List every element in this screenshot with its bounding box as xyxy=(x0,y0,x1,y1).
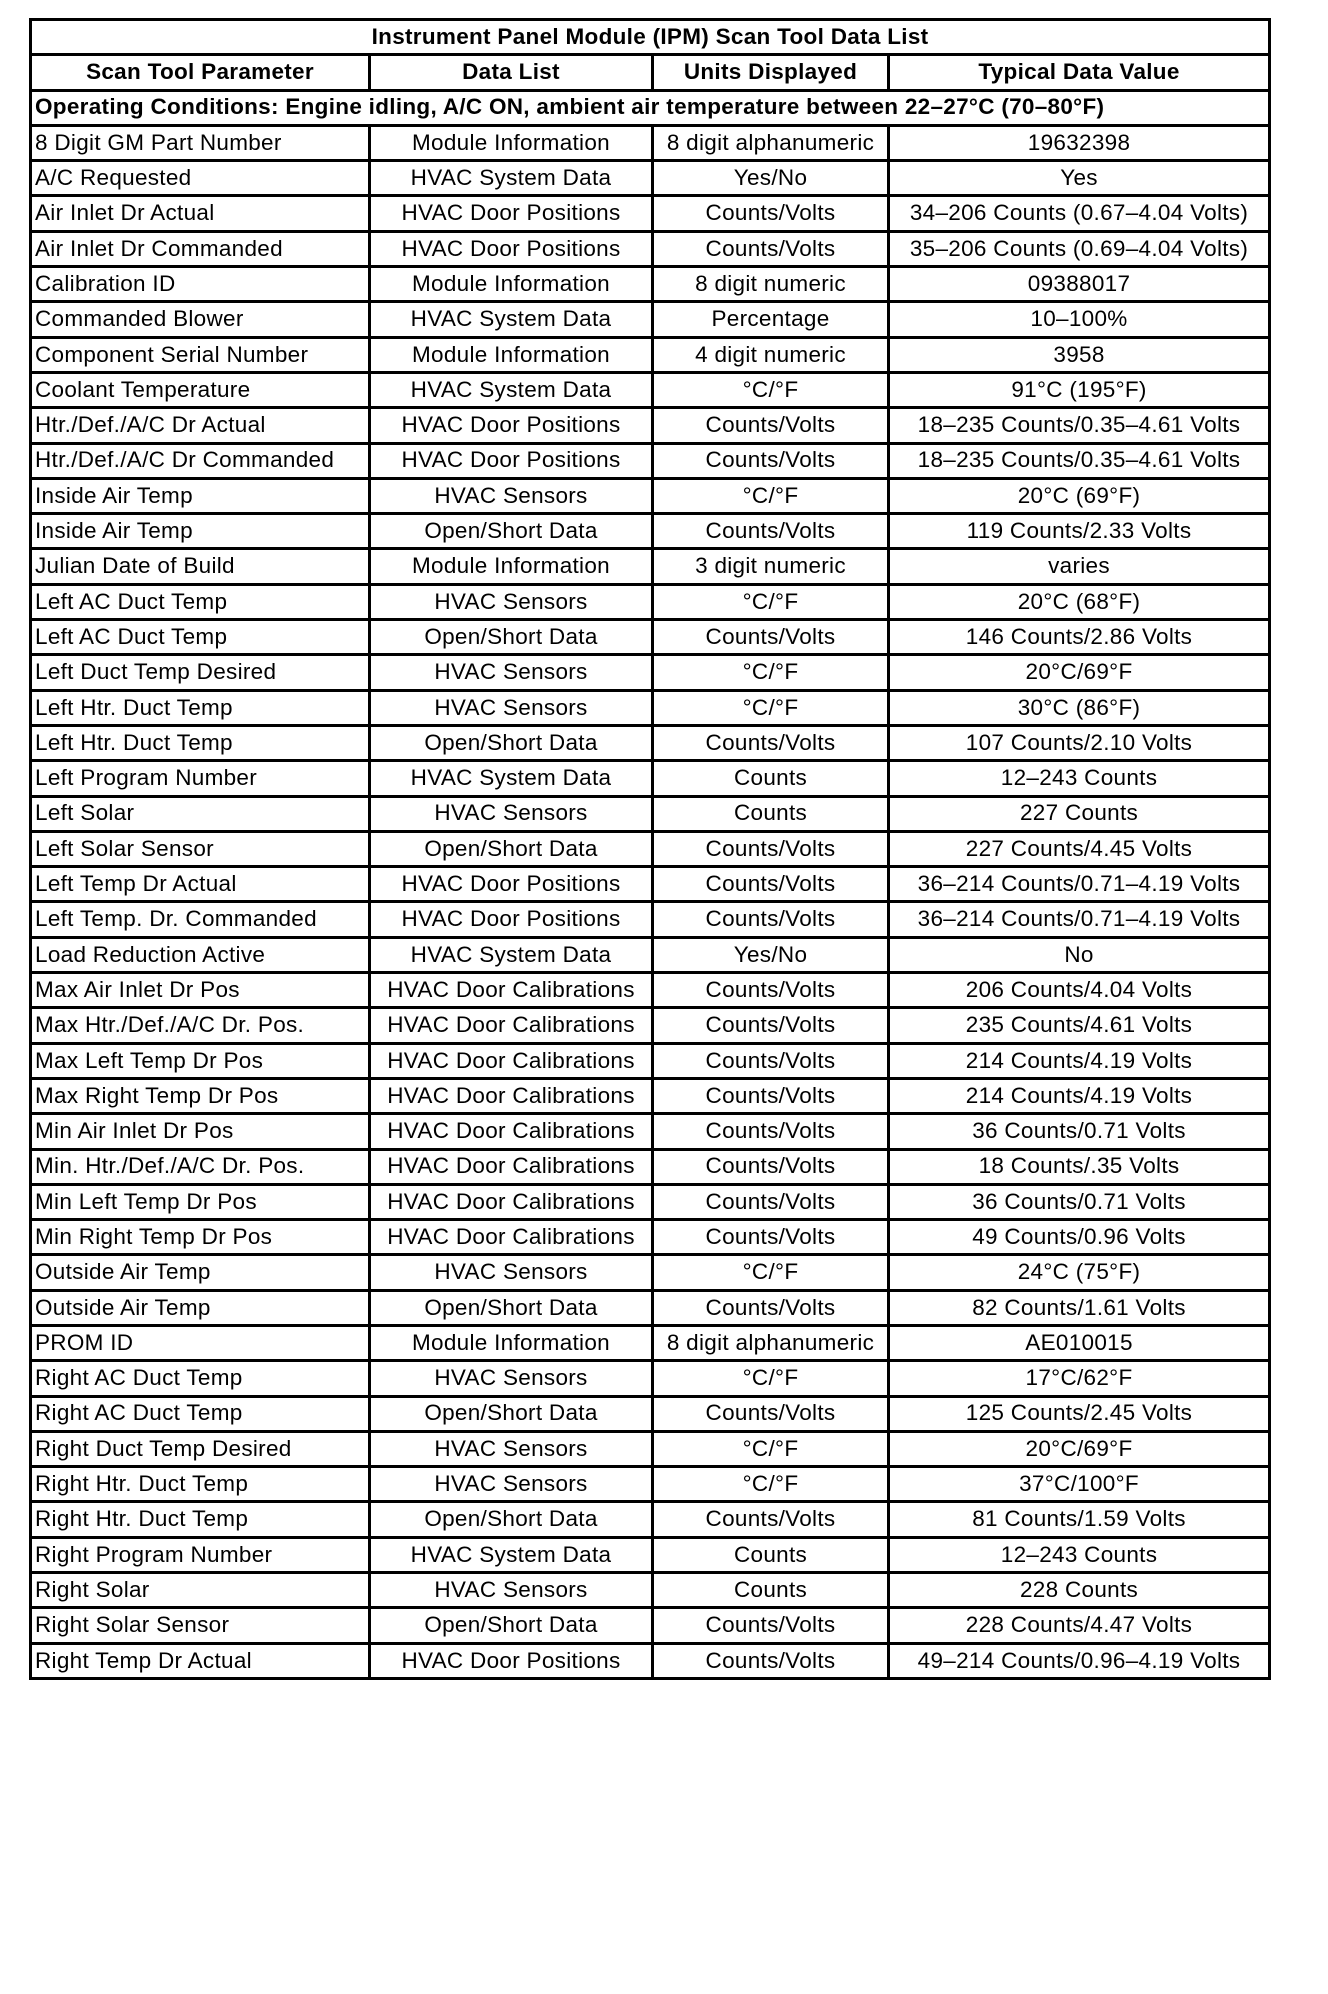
cell-parameter: Right AC Duct Temp xyxy=(31,1396,370,1431)
cell-data-list: HVAC Door Positions xyxy=(370,1643,653,1678)
cell-typical-value: 35–206 Counts (0.69–4.04 Volts) xyxy=(889,231,1270,266)
cell-data-list: HVAC System Data xyxy=(370,302,653,337)
cell-units: 8 digit alphanumeric xyxy=(653,125,889,160)
table-row xyxy=(31,1184,1270,1219)
cell-data-list: Module Information xyxy=(370,549,653,584)
cell-data-list: Module Information xyxy=(370,1325,653,1360)
cell-typical-value: 3958 xyxy=(889,337,1270,372)
table-row xyxy=(31,302,1270,337)
table-row xyxy=(31,620,1270,655)
cell-data-list: Open/Short Data xyxy=(370,1502,653,1537)
cell-units: Counts/Volts xyxy=(653,1008,889,1043)
cell-data-list: HVAC System Data xyxy=(370,372,653,407)
cell-typical-value: 36–214 Counts/0.71–4.19 Volts xyxy=(889,902,1270,937)
cell-typical-value: 17°C/62°F xyxy=(889,1361,1270,1396)
cell-parameter: Right Solar xyxy=(31,1573,370,1608)
table-row xyxy=(31,584,1270,619)
cell-data-list: HVAC Door Calibrations xyxy=(370,1114,653,1149)
cell-parameter: Max Left Temp Dr Pos xyxy=(31,1043,370,1078)
cell-data-list: Open/Short Data xyxy=(370,1396,653,1431)
cell-units: Counts/Volts xyxy=(653,1643,889,1678)
cell-typical-value: 82 Counts/1.61 Volts xyxy=(889,1290,1270,1325)
table-row xyxy=(31,1431,1270,1466)
cell-data-list: HVAC Sensors xyxy=(370,1361,653,1396)
table-body xyxy=(31,90,1270,1678)
cell-parameter: Htr./Def./A/C Dr Actual xyxy=(31,408,370,443)
cell-parameter: Min Left Temp Dr Pos xyxy=(31,1184,370,1219)
cell-typical-value: AE010015 xyxy=(889,1325,1270,1360)
cell-parameter: Left AC Duct Temp xyxy=(31,584,370,619)
cell-data-list: HVAC Door Positions xyxy=(370,408,653,443)
cell-data-list: HVAC Sensors xyxy=(370,1255,653,1290)
cell-typical-value: 34–206 Counts (0.67–4.04 Volts) xyxy=(889,196,1270,231)
cell-data-list: HVAC Door Calibrations xyxy=(370,1220,653,1255)
cell-data-list: Open/Short Data xyxy=(370,1608,653,1643)
cell-parameter: Min Air Inlet Dr Pos xyxy=(31,1114,370,1149)
cell-data-list: Open/Short Data xyxy=(370,620,653,655)
cell-units: °C/°F xyxy=(653,655,889,690)
table-row xyxy=(31,867,1270,902)
cell-typical-value: 10–100% xyxy=(889,302,1270,337)
cell-units: 8 digit numeric xyxy=(653,267,889,302)
cell-typical-value: 12–243 Counts xyxy=(889,761,1270,796)
cell-units: 4 digit numeric xyxy=(653,337,889,372)
table-row xyxy=(31,1255,1270,1290)
cell-units: Counts/Volts xyxy=(653,443,889,478)
cell-data-list: Open/Short Data xyxy=(370,1290,653,1325)
cell-typical-value: 18–235 Counts/0.35–4.61 Volts xyxy=(889,443,1270,478)
cell-data-list: Module Information xyxy=(370,267,653,302)
cell-units: Counts/Volts xyxy=(653,1502,889,1537)
table-row xyxy=(31,443,1270,478)
cell-units: Counts/Volts xyxy=(653,1608,889,1643)
title-row xyxy=(31,20,1270,55)
cell-parameter: Left Temp. Dr. Commanded xyxy=(31,902,370,937)
cell-typical-value: 18–235 Counts/0.35–4.61 Volts xyxy=(889,408,1270,443)
table-row xyxy=(31,1467,1270,1502)
cell-data-list: Open/Short Data xyxy=(370,725,653,760)
cell-parameter: Right AC Duct Temp xyxy=(31,1361,370,1396)
cell-data-list: HVAC Door Calibrations xyxy=(370,1008,653,1043)
cell-units: Counts/Volts xyxy=(653,1149,889,1184)
cell-typical-value: 36 Counts/0.71 Volts xyxy=(889,1184,1270,1219)
cell-units: °C/°F xyxy=(653,1361,889,1396)
table-row xyxy=(31,1361,1270,1396)
header-data-list: Data List xyxy=(370,55,653,90)
cell-parameter: Inside Air Temp xyxy=(31,514,370,549)
cell-typical-value: 228 Counts/4.47 Volts xyxy=(889,1608,1270,1643)
cell-units: Counts/Volts xyxy=(653,196,889,231)
header-typical-data-value: Typical Data Value xyxy=(889,55,1270,90)
cell-typical-value: 24°C (75°F) xyxy=(889,1255,1270,1290)
cell-data-list: HVAC Door Positions xyxy=(370,443,653,478)
cell-typical-value: varies xyxy=(889,549,1270,584)
cell-typical-value: 18 Counts/.35 Volts xyxy=(889,1149,1270,1184)
cell-data-list: HVAC Sensors xyxy=(370,796,653,831)
table-row xyxy=(31,796,1270,831)
cell-units: °C/°F xyxy=(653,584,889,619)
cell-parameter: Min Right Temp Dr Pos xyxy=(31,1220,370,1255)
cell-parameter: Component Serial Number xyxy=(31,337,370,372)
document-page xyxy=(29,18,1268,1680)
table-row xyxy=(31,549,1270,584)
cell-parameter: Htr./Def./A/C Dr Commanded xyxy=(31,443,370,478)
table-row xyxy=(31,372,1270,407)
cell-units: Counts/Volts xyxy=(653,620,889,655)
table-row xyxy=(31,1643,1270,1678)
cell-typical-value: 36 Counts/0.71 Volts xyxy=(889,1114,1270,1149)
cell-units: Yes/No xyxy=(653,937,889,972)
cell-data-list: HVAC Sensors xyxy=(370,690,653,725)
table-row xyxy=(31,937,1270,972)
table-row xyxy=(31,1078,1270,1113)
table-row xyxy=(31,1114,1270,1149)
cell-data-list: HVAC Sensors xyxy=(370,478,653,513)
cell-parameter: Outside Air Temp xyxy=(31,1290,370,1325)
table-row xyxy=(31,831,1270,866)
cell-data-list: HVAC Door Calibrations xyxy=(370,1043,653,1078)
cell-typical-value: 235 Counts/4.61 Volts xyxy=(889,1008,1270,1043)
cell-data-list: HVAC Sensors xyxy=(370,655,653,690)
cell-parameter: 8 Digit GM Part Number xyxy=(31,125,370,160)
cell-units: Counts/Volts xyxy=(653,1396,889,1431)
cell-parameter: Load Reduction Active xyxy=(31,937,370,972)
table-row xyxy=(31,337,1270,372)
cell-units: 8 digit alphanumeric xyxy=(653,1325,889,1360)
cell-parameter: Left AC Duct Temp xyxy=(31,620,370,655)
cell-units: °C/°F xyxy=(653,1255,889,1290)
table-row xyxy=(31,231,1270,266)
cell-units: Percentage xyxy=(653,302,889,337)
cell-parameter: Left Duct Temp Desired xyxy=(31,655,370,690)
table-row xyxy=(31,1537,1270,1572)
cell-typical-value: 30°C (86°F) xyxy=(889,690,1270,725)
table-row xyxy=(31,690,1270,725)
cell-parameter: Calibration ID xyxy=(31,267,370,302)
cell-parameter: Commanded Blower xyxy=(31,302,370,337)
cell-parameter: Left Htr. Duct Temp xyxy=(31,725,370,760)
cell-typical-value: 20°C/69°F xyxy=(889,655,1270,690)
cell-units: Counts/Volts xyxy=(653,831,889,866)
cell-parameter: Max Htr./Def./A/C Dr. Pos. xyxy=(31,1008,370,1043)
cell-typical-value: 20°C/69°F xyxy=(889,1431,1270,1466)
cell-units: Counts/Volts xyxy=(653,725,889,760)
header-row xyxy=(31,55,1270,90)
cell-units: °C/°F xyxy=(653,690,889,725)
cell-data-list: HVAC Door Positions xyxy=(370,196,653,231)
cell-typical-value: 119 Counts/2.33 Volts xyxy=(889,514,1270,549)
cell-parameter: Coolant Temperature xyxy=(31,372,370,407)
cell-typical-value: 91°C (195°F) xyxy=(889,372,1270,407)
header-scan-tool-parameter: Scan Tool Parameter xyxy=(31,55,370,90)
cell-data-list: HVAC System Data xyxy=(370,161,653,196)
cell-parameter: Right Htr. Duct Temp xyxy=(31,1467,370,1502)
cell-units: Counts/Volts xyxy=(653,1078,889,1113)
cell-typical-value: 228 Counts xyxy=(889,1573,1270,1608)
operating-conditions: Operating Conditions: Engine idling, A/C ON, ambient air temperature between 22–27°C (70–80°F) xyxy=(31,90,1270,125)
cell-typical-value: 206 Counts/4.04 Volts xyxy=(889,973,1270,1008)
cell-typical-value: 20°C (68°F) xyxy=(889,584,1270,619)
cell-typical-value: Yes xyxy=(889,161,1270,196)
cell-parameter: Air Inlet Dr Actual xyxy=(31,196,370,231)
cell-data-list: HVAC Door Positions xyxy=(370,902,653,937)
cell-parameter: Air Inlet Dr Commanded xyxy=(31,231,370,266)
table-row xyxy=(31,1149,1270,1184)
cell-parameter: A/C Requested xyxy=(31,161,370,196)
table-row xyxy=(31,161,1270,196)
cell-parameter: Max Right Temp Dr Pos xyxy=(31,1078,370,1113)
cell-data-list: HVAC Door Calibrations xyxy=(370,1078,653,1113)
cell-parameter: Right Htr. Duct Temp xyxy=(31,1502,370,1537)
cell-parameter: Left Temp Dr Actual xyxy=(31,867,370,902)
cell-parameter: Outside Air Temp xyxy=(31,1255,370,1290)
table-row xyxy=(31,1573,1270,1608)
table-row xyxy=(31,761,1270,796)
cell-typical-value: 107 Counts/2.10 Volts xyxy=(889,725,1270,760)
cell-parameter: Min. Htr./Def./A/C Dr. Pos. xyxy=(31,1149,370,1184)
table-row xyxy=(31,655,1270,690)
table-row xyxy=(31,125,1270,160)
cell-data-list: HVAC Door Positions xyxy=(370,231,653,266)
cell-data-list: Module Information xyxy=(370,125,653,160)
table-row xyxy=(31,1502,1270,1537)
cell-units: Counts/Volts xyxy=(653,973,889,1008)
cell-data-list: HVAC Door Calibrations xyxy=(370,1184,653,1219)
cell-typical-value: 36–214 Counts/0.71–4.19 Volts xyxy=(889,867,1270,902)
cell-parameter: Left Solar xyxy=(31,796,370,831)
cell-parameter: Max Air Inlet Dr Pos xyxy=(31,973,370,1008)
cell-units: Counts/Volts xyxy=(653,1114,889,1149)
table-row xyxy=(31,1043,1270,1078)
cell-units: °C/°F xyxy=(653,478,889,513)
cell-parameter: Right Temp Dr Actual xyxy=(31,1643,370,1678)
table-row xyxy=(31,1396,1270,1431)
cell-data-list: HVAC Door Calibrations xyxy=(370,1149,653,1184)
cell-data-list: HVAC Sensors xyxy=(370,584,653,619)
table-row xyxy=(31,1220,1270,1255)
table-row xyxy=(31,1290,1270,1325)
cell-typical-value: 49–214 Counts/0.96–4.19 Volts xyxy=(889,1643,1270,1678)
table-row xyxy=(31,267,1270,302)
cell-typical-value: No xyxy=(889,937,1270,972)
cell-parameter: Right Duct Temp Desired xyxy=(31,1431,370,1466)
cell-data-list: HVAC Door Calibrations xyxy=(370,973,653,1008)
cell-parameter: Inside Air Temp xyxy=(31,478,370,513)
cell-data-list: Module Information xyxy=(370,337,653,372)
table-row xyxy=(31,973,1270,1008)
cell-typical-value: 12–243 Counts xyxy=(889,1537,1270,1572)
table-row xyxy=(31,514,1270,549)
cell-units: Counts/Volts xyxy=(653,867,889,902)
cell-typical-value: 227 Counts/4.45 Volts xyxy=(889,831,1270,866)
cell-typical-value: 125 Counts/2.45 Volts xyxy=(889,1396,1270,1431)
table-row xyxy=(31,725,1270,760)
cell-data-list: HVAC Sensors xyxy=(370,1573,653,1608)
cell-units: °C/°F xyxy=(653,1431,889,1466)
cell-units: Counts/Volts xyxy=(653,1220,889,1255)
cell-data-list: HVAC System Data xyxy=(370,937,653,972)
cell-parameter: Right Program Number xyxy=(31,1537,370,1572)
cell-data-list: HVAC Sensors xyxy=(370,1467,653,1502)
cell-typical-value: 49 Counts/0.96 Volts xyxy=(889,1220,1270,1255)
cell-parameter: Left Solar Sensor xyxy=(31,831,370,866)
cell-units: Counts/Volts xyxy=(653,514,889,549)
cell-data-list: HVAC Sensors xyxy=(370,1431,653,1466)
cell-typical-value: 37°C/100°F xyxy=(889,1467,1270,1502)
cell-data-list: Open/Short Data xyxy=(370,831,653,866)
cell-units: Counts/Volts xyxy=(653,408,889,443)
cell-typical-value: 146 Counts/2.86 Volts xyxy=(889,620,1270,655)
cell-units: Counts xyxy=(653,1573,889,1608)
cell-parameter: PROM ID xyxy=(31,1325,370,1360)
table-row xyxy=(31,408,1270,443)
cell-units: Counts xyxy=(653,761,889,796)
cell-typical-value: 19632398 xyxy=(889,125,1270,160)
operating-conditions-row xyxy=(31,90,1270,125)
cell-parameter: Left Program Number xyxy=(31,761,370,796)
table-title: Instrument Panel Module (IPM) Scan Tool Data List xyxy=(31,20,1270,55)
cell-units: Yes/No xyxy=(653,161,889,196)
cell-units: Counts/Volts xyxy=(653,902,889,937)
cell-units: Counts/Volts xyxy=(653,1043,889,1078)
table-row xyxy=(31,196,1270,231)
table-row xyxy=(31,478,1270,513)
cell-units: °C/°F xyxy=(653,1467,889,1502)
cell-units: 3 digit numeric xyxy=(653,549,889,584)
cell-units: Counts/Volts xyxy=(653,231,889,266)
cell-units: Counts xyxy=(653,796,889,831)
cell-typical-value: 214 Counts/4.19 Volts xyxy=(889,1043,1270,1078)
cell-typical-value: 81 Counts/1.59 Volts xyxy=(889,1502,1270,1537)
cell-units: Counts/Volts xyxy=(653,1184,889,1219)
table-row xyxy=(31,1008,1270,1043)
table-row xyxy=(31,1325,1270,1360)
scan-tool-data-table xyxy=(29,18,1271,1680)
cell-typical-value: 214 Counts/4.19 Volts xyxy=(889,1078,1270,1113)
cell-parameter: Left Htr. Duct Temp xyxy=(31,690,370,725)
cell-data-list: HVAC System Data xyxy=(370,761,653,796)
cell-typical-value: 227 Counts xyxy=(889,796,1270,831)
header-units-displayed: Units Displayed xyxy=(653,55,889,90)
cell-data-list: HVAC System Data xyxy=(370,1537,653,1572)
cell-units: Counts/Volts xyxy=(653,1290,889,1325)
cell-units: Counts xyxy=(653,1537,889,1572)
cell-parameter: Right Solar Sensor xyxy=(31,1608,370,1643)
cell-data-list: HVAC Door Positions xyxy=(370,867,653,902)
cell-typical-value: 20°C (69°F) xyxy=(889,478,1270,513)
cell-data-list: Open/Short Data xyxy=(370,514,653,549)
cell-typical-value: 09388017 xyxy=(889,267,1270,302)
cell-units: °C/°F xyxy=(653,372,889,407)
table-row xyxy=(31,1608,1270,1643)
cell-parameter: Julian Date of Build xyxy=(31,549,370,584)
table-row xyxy=(31,902,1270,937)
